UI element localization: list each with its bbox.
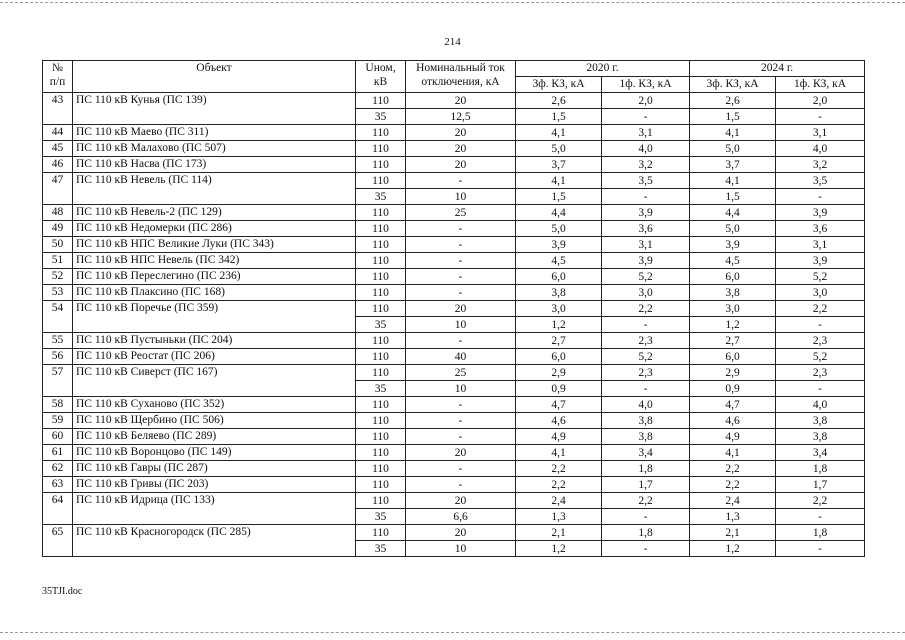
cell-unom: 110 bbox=[356, 397, 406, 413]
cell-2020-1f: 3,2 bbox=[602, 157, 690, 173]
cell-2020-3f: 2,1 bbox=[516, 525, 602, 541]
cell-2020-3f: 4,4 bbox=[516, 205, 602, 221]
cell-2024-3f: 3,0 bbox=[690, 301, 776, 317]
cell-row-number: 48 bbox=[43, 205, 73, 221]
cell-object-name: ПС 110 кВ Малахово (ПС 507) bbox=[73, 141, 356, 157]
table-row bbox=[43, 205, 865, 221]
table-row bbox=[43, 301, 865, 317]
table-row bbox=[43, 125, 865, 141]
scan-top-edge bbox=[0, 2, 905, 3]
table-row bbox=[43, 253, 865, 269]
cell-unom: 110 bbox=[356, 365, 406, 381]
cell-unom: 110 bbox=[356, 285, 406, 301]
cell-object-name: ПС 110 кВ Переслегино (ПС 236) bbox=[73, 269, 356, 285]
cell-rated-current: - bbox=[406, 253, 516, 269]
cell-2020-1f: 1,7 bbox=[602, 477, 690, 493]
cell-2024-3f: 2,4 bbox=[690, 493, 776, 509]
header-unom-line1: Uном, bbox=[365, 62, 396, 74]
header-unom-line2: кВ bbox=[373, 76, 388, 88]
cell-row-number: 53 bbox=[43, 285, 73, 301]
cell-rated-current: 10 bbox=[406, 541, 516, 557]
cell-2020-3f: 2,7 bbox=[516, 333, 602, 349]
cell-row-number: 44 bbox=[43, 125, 73, 141]
cell-2024-3f: 1,3 bbox=[690, 509, 776, 525]
cell-rated-current: 10 bbox=[406, 381, 516, 397]
cell-2020-3f: 1,5 bbox=[516, 109, 602, 125]
table-row bbox=[43, 349, 865, 365]
cell-unom: 35 bbox=[356, 541, 406, 557]
cell-2020-3f: 3,7 bbox=[516, 157, 602, 173]
header-unom bbox=[356, 61, 406, 93]
cell-2024-3f: 2,9 bbox=[690, 365, 776, 381]
page-number: 214 bbox=[444, 36, 461, 48]
table-row bbox=[43, 461, 865, 477]
cell-unom: 110 bbox=[356, 237, 406, 253]
file-name-footer: 35TJI.doc bbox=[42, 586, 83, 597]
cell-2024-3f: 1,5 bbox=[690, 109, 776, 125]
cell-2020-1f: 4,0 bbox=[602, 141, 690, 157]
table-row bbox=[43, 429, 865, 445]
cell-row-number: 52 bbox=[43, 269, 73, 285]
cell-2024-1f: 2,0 bbox=[776, 93, 865, 109]
cell-2024-1f: 3,9 bbox=[776, 253, 865, 269]
cell-2024-3f: 3,7 bbox=[690, 157, 776, 173]
cell-2024-3f: 1,5 bbox=[690, 189, 776, 205]
cell-rated-current: 20 bbox=[406, 493, 516, 509]
cell-2020-1f: - bbox=[602, 381, 690, 397]
cell-2020-1f: 2,3 bbox=[602, 333, 690, 349]
cell-2024-3f: 4,9 bbox=[690, 429, 776, 445]
cell-unom: 110 bbox=[356, 477, 406, 493]
table-body bbox=[43, 93, 865, 557]
cell-2024-3f: 3,8 bbox=[690, 285, 776, 301]
cell-rated-current: 10 bbox=[406, 189, 516, 205]
cell-2024-1f: 5,2 bbox=[776, 349, 865, 365]
cell-object-name: ПС 110 кВ Воронцово (ПС 149) bbox=[73, 445, 356, 461]
cell-row-number: 62 bbox=[43, 461, 73, 477]
cell-2024-1f: - bbox=[776, 381, 865, 397]
cell-rated-current: - bbox=[406, 397, 516, 413]
cell-row-number: 63 bbox=[43, 477, 73, 493]
cell-object-name: ПС 110 кВ Недомерки (ПС 286) bbox=[73, 221, 356, 237]
header-rated-current bbox=[406, 61, 516, 93]
cell-2020-1f: - bbox=[602, 109, 690, 125]
cell-2024-1f: 5,2 bbox=[776, 269, 865, 285]
header-row-1 bbox=[43, 61, 865, 77]
cell-unom: 110 bbox=[356, 493, 406, 509]
cell-object-name: ПС 110 кВ Маево (ПС 311) bbox=[73, 125, 356, 141]
cell-2020-3f: 4,6 bbox=[516, 413, 602, 429]
cell-2024-1f: 3,4 bbox=[776, 445, 865, 461]
cell-2024-3f: 4,4 bbox=[690, 205, 776, 221]
cell-row-number: 57 bbox=[43, 365, 73, 397]
cell-rated-current: - bbox=[406, 173, 516, 189]
cell-2024-3f: 6,0 bbox=[690, 349, 776, 365]
cell-2020-3f: 4,9 bbox=[516, 429, 602, 445]
cell-2020-3f: 1,2 bbox=[516, 541, 602, 557]
cell-2020-3f: 0,9 bbox=[516, 381, 602, 397]
table-row bbox=[43, 157, 865, 173]
cell-unom: 110 bbox=[356, 141, 406, 157]
cell-2020-1f: 2,3 bbox=[602, 365, 690, 381]
cell-rated-current: - bbox=[406, 429, 516, 445]
cell-object-name: ПС 110 кВ Плаксино (ПС 168) bbox=[73, 285, 356, 301]
cell-2020-3f: 2,9 bbox=[516, 365, 602, 381]
cell-rated-current: 25 bbox=[406, 365, 516, 381]
cell-2024-1f: 4,0 bbox=[776, 397, 865, 413]
cell-unom: 110 bbox=[356, 205, 406, 221]
cell-2020-1f: 3,0 bbox=[602, 285, 690, 301]
cell-2024-1f: 3,1 bbox=[776, 125, 865, 141]
cell-rated-current: - bbox=[406, 269, 516, 285]
header-current-line1: Номинальный ток bbox=[416, 62, 505, 74]
cell-2020-3f: 4,1 bbox=[516, 125, 602, 141]
cell-2020-1f: 3,1 bbox=[602, 125, 690, 141]
header-num-line1: № bbox=[52, 62, 63, 74]
cell-row-number: 43 bbox=[43, 93, 73, 125]
cell-2020-3f: 3,0 bbox=[516, 301, 602, 317]
cell-object-name: ПС 110 кВ Поречье (ПС 359) bbox=[73, 301, 356, 333]
cell-2024-1f: 3,2 bbox=[776, 157, 865, 173]
cell-2020-3f: 6,0 bbox=[516, 349, 602, 365]
cell-2020-1f: 1,8 bbox=[602, 525, 690, 541]
cell-2024-3f: 2,7 bbox=[690, 333, 776, 349]
cell-unom: 110 bbox=[356, 349, 406, 365]
cell-unom: 35 bbox=[356, 317, 406, 333]
cell-object-name: ПС 110 кВ Гавры (ПС 287) bbox=[73, 461, 356, 477]
table-row bbox=[43, 93, 865, 109]
cell-object-name: ПС 110 кВ Щербино (ПС 506) bbox=[73, 413, 356, 429]
cell-2020-1f: 3,4 bbox=[602, 445, 690, 461]
cell-rated-current: 20 bbox=[406, 141, 516, 157]
cell-2024-3f: 6,0 bbox=[690, 269, 776, 285]
cell-2020-1f: 2,2 bbox=[602, 301, 690, 317]
cell-2024-3f: 4,1 bbox=[690, 125, 776, 141]
cell-2024-3f: 2,2 bbox=[690, 477, 776, 493]
cell-2024-3f: 4,1 bbox=[690, 173, 776, 189]
cell-unom: 110 bbox=[356, 301, 406, 317]
table-row bbox=[43, 445, 865, 461]
cell-2024-1f: 3,9 bbox=[776, 205, 865, 221]
header-object: Объект bbox=[73, 61, 356, 93]
cell-rated-current: 25 bbox=[406, 205, 516, 221]
cell-object-name: ПС 110 кВ Беляево (ПС 289) bbox=[73, 429, 356, 445]
cell-row-number: 49 bbox=[43, 221, 73, 237]
cell-object-name: ПС 110 кВ Суханово (ПС 352) bbox=[73, 397, 356, 413]
cell-object-name: ПС 110 кВ НПС Великие Луки (ПС 343) bbox=[73, 237, 356, 253]
cell-rated-current: 20 bbox=[406, 125, 516, 141]
cell-unom: 110 bbox=[356, 253, 406, 269]
cell-2020-1f: 3,8 bbox=[602, 429, 690, 445]
cell-2024-1f: 1,8 bbox=[776, 525, 865, 541]
table-row bbox=[43, 221, 865, 237]
header-current-line2: отключения, кА bbox=[421, 76, 500, 88]
cell-row-number: 54 bbox=[43, 301, 73, 333]
cell-2024-3f: 1,2 bbox=[690, 541, 776, 557]
table-row bbox=[43, 397, 865, 413]
cell-unom: 110 bbox=[356, 157, 406, 173]
table-row bbox=[43, 141, 865, 157]
cell-row-number: 47 bbox=[43, 173, 73, 205]
cell-2024-3f: 2,2 bbox=[690, 461, 776, 477]
cell-rated-current: - bbox=[406, 285, 516, 301]
cell-2020-3f: 1,3 bbox=[516, 509, 602, 525]
cell-2020-3f: 5,0 bbox=[516, 221, 602, 237]
cell-2020-3f: 4,5 bbox=[516, 253, 602, 269]
cell-rated-current: - bbox=[406, 461, 516, 477]
table-row bbox=[43, 333, 865, 349]
cell-2020-1f: 3,8 bbox=[602, 413, 690, 429]
cell-2024-1f: 3,6 bbox=[776, 221, 865, 237]
cell-unom: 110 bbox=[356, 525, 406, 541]
cell-row-number: 45 bbox=[43, 141, 73, 157]
cell-2020-1f: 3,6 bbox=[602, 221, 690, 237]
cell-unom: 110 bbox=[356, 173, 406, 189]
cell-rated-current: 20 bbox=[406, 157, 516, 173]
cell-2024-1f: 2,3 bbox=[776, 333, 865, 349]
cell-unom: 35 bbox=[356, 381, 406, 397]
cell-2024-3f: 0,9 bbox=[690, 381, 776, 397]
cell-rated-current: 20 bbox=[406, 445, 516, 461]
cell-2020-1f: 2,2 bbox=[602, 493, 690, 509]
table-row bbox=[43, 237, 865, 253]
cell-unom: 110 bbox=[356, 445, 406, 461]
table-row bbox=[43, 365, 865, 381]
cell-rated-current: 10 bbox=[406, 317, 516, 333]
table-row bbox=[43, 173, 865, 189]
header-num bbox=[43, 61, 73, 93]
cell-object-name: ПС 110 кВ Реостат (ПС 206) bbox=[73, 349, 356, 365]
cell-2020-1f: 5,2 bbox=[602, 269, 690, 285]
cell-2020-1f: 5,2 bbox=[602, 349, 690, 365]
cell-row-number: 64 bbox=[43, 493, 73, 525]
table-row bbox=[43, 285, 865, 301]
cell-object-name: ПС 110 кВ НПС Невель (ПС 342) bbox=[73, 253, 356, 269]
cell-2020-3f: 2,2 bbox=[516, 461, 602, 477]
short-circuit-table bbox=[42, 60, 865, 557]
header-2024-1f: 1ф. КЗ, кА bbox=[776, 77, 865, 93]
cell-2020-3f: 6,0 bbox=[516, 269, 602, 285]
header-num-line2: п/п bbox=[49, 76, 66, 88]
cell-row-number: 50 bbox=[43, 237, 73, 253]
cell-object-name: ПС 110 кВ Гривы (ПС 203) bbox=[73, 477, 356, 493]
cell-2020-3f: 1,5 bbox=[516, 189, 602, 205]
cell-2024-1f: 1,8 bbox=[776, 461, 865, 477]
cell-rated-current: - bbox=[406, 333, 516, 349]
cell-unom: 110 bbox=[356, 125, 406, 141]
cell-2024-1f: - bbox=[776, 189, 865, 205]
cell-unom: 110 bbox=[356, 333, 406, 349]
cell-rated-current: 20 bbox=[406, 93, 516, 109]
cell-2020-3f: 4,1 bbox=[516, 173, 602, 189]
cell-2024-1f: 3,1 bbox=[776, 237, 865, 253]
cell-row-number: 61 bbox=[43, 445, 73, 461]
table-row bbox=[43, 493, 865, 509]
header-year-2020: 2020 г. bbox=[516, 61, 690, 77]
cell-2020-1f: 3,9 bbox=[602, 253, 690, 269]
cell-row-number: 46 bbox=[43, 157, 73, 173]
cell-2024-3f: 2,1 bbox=[690, 525, 776, 541]
scan-bottom-edge bbox=[0, 632, 905, 633]
cell-2024-3f: 4,7 bbox=[690, 397, 776, 413]
cell-object-name: ПС 110 кВ Красногородск (ПС 285) bbox=[73, 525, 356, 557]
cell-2020-3f: 3,9 bbox=[516, 237, 602, 253]
cell-2024-3f: 4,6 bbox=[690, 413, 776, 429]
cell-2020-1f: - bbox=[602, 541, 690, 557]
cell-object-name: ПС 110 кВ Насва (ПС 173) bbox=[73, 157, 356, 173]
cell-2020-1f: 4,0 bbox=[602, 397, 690, 413]
cell-row-number: 51 bbox=[43, 253, 73, 269]
cell-unom: 110 bbox=[356, 221, 406, 237]
cell-2020-3f: 2,6 bbox=[516, 93, 602, 109]
cell-2020-1f: 1,8 bbox=[602, 461, 690, 477]
cell-unom: 110 bbox=[356, 93, 406, 109]
header-2020-3f: 3ф. КЗ, кА bbox=[516, 77, 602, 93]
cell-2024-3f: 4,5 bbox=[690, 253, 776, 269]
cell-row-number: 65 bbox=[43, 525, 73, 557]
cell-unom: 35 bbox=[356, 509, 406, 525]
cell-object-name: ПС 110 кВ Идрица (ПС 133) bbox=[73, 493, 356, 525]
cell-2024-3f: 2,6 bbox=[690, 93, 776, 109]
cell-2024-1f: - bbox=[776, 317, 865, 333]
cell-rated-current: - bbox=[406, 413, 516, 429]
cell-object-name: ПС 110 кВ Кунья (ПС 139) bbox=[73, 93, 356, 125]
table-row bbox=[43, 269, 865, 285]
cell-rated-current: 20 bbox=[406, 525, 516, 541]
cell-2020-1f: - bbox=[602, 317, 690, 333]
cell-rated-current: 12,5 bbox=[406, 109, 516, 125]
cell-2020-1f: 3,9 bbox=[602, 205, 690, 221]
cell-rated-current: - bbox=[406, 477, 516, 493]
cell-2020-3f: 2,2 bbox=[516, 477, 602, 493]
cell-2024-1f: 3,0 bbox=[776, 285, 865, 301]
cell-2024-1f: 2,2 bbox=[776, 493, 865, 509]
cell-2024-3f: 1,2 bbox=[690, 317, 776, 333]
cell-2020-1f: - bbox=[602, 509, 690, 525]
cell-unom: 110 bbox=[356, 269, 406, 285]
cell-rated-current: 20 bbox=[406, 301, 516, 317]
cell-rated-current: 6,6 bbox=[406, 509, 516, 525]
table-row bbox=[43, 525, 865, 541]
cell-2024-1f: 2,3 bbox=[776, 365, 865, 381]
cell-2024-3f: 3,9 bbox=[690, 237, 776, 253]
cell-object-name: ПС 110 кВ Сиверст (ПС 167) bbox=[73, 365, 356, 397]
cell-2020-1f: 2,0 bbox=[602, 93, 690, 109]
cell-unom: 110 bbox=[356, 413, 406, 429]
cell-2020-3f: 4,1 bbox=[516, 445, 602, 461]
cell-object-name: ПС 110 кВ Невель (ПС 114) bbox=[73, 173, 356, 205]
cell-2024-3f: 5,0 bbox=[690, 141, 776, 157]
header-2020-1f: 1ф. КЗ, кА bbox=[602, 77, 690, 93]
cell-2020-1f: 3,5 bbox=[602, 173, 690, 189]
cell-2024-3f: 5,0 bbox=[690, 221, 776, 237]
cell-row-number: 55 bbox=[43, 333, 73, 349]
cell-object-name: ПС 110 кВ Невель-2 (ПС 129) bbox=[73, 205, 356, 221]
cell-row-number: 58 bbox=[43, 397, 73, 413]
header-year-2024: 2024 г. bbox=[690, 61, 865, 77]
cell-2020-1f: 3,1 bbox=[602, 237, 690, 253]
cell-2024-1f: 3,8 bbox=[776, 429, 865, 445]
cell-rated-current: 40 bbox=[406, 349, 516, 365]
cell-2024-1f: - bbox=[776, 509, 865, 525]
cell-2020-3f: 3,8 bbox=[516, 285, 602, 301]
cell-unom: 110 bbox=[356, 429, 406, 445]
cell-2020-3f: 1,2 bbox=[516, 317, 602, 333]
table-row bbox=[43, 413, 865, 429]
cell-row-number: 60 bbox=[43, 429, 73, 445]
cell-object-name: ПС 110 кВ Пустыньки (ПС 204) bbox=[73, 333, 356, 349]
header-2024-3f: 3ф. КЗ, кА bbox=[690, 77, 776, 93]
cell-2024-1f: 1,7 bbox=[776, 477, 865, 493]
cell-2024-1f: - bbox=[776, 541, 865, 557]
cell-2024-1f: 2,2 bbox=[776, 301, 865, 317]
cell-2024-1f: 3,5 bbox=[776, 173, 865, 189]
cell-row-number: 59 bbox=[43, 413, 73, 429]
cell-2024-1f: 4,0 bbox=[776, 141, 865, 157]
cell-unom: 35 bbox=[356, 109, 406, 125]
table-row bbox=[43, 477, 865, 493]
cell-rated-current: - bbox=[406, 221, 516, 237]
cell-2020-1f: - bbox=[602, 189, 690, 205]
cell-2020-3f: 2,4 bbox=[516, 493, 602, 509]
cell-rated-current: - bbox=[406, 237, 516, 253]
cell-unom: 110 bbox=[356, 461, 406, 477]
cell-2024-3f: 4,1 bbox=[690, 445, 776, 461]
cell-2024-1f: 3,8 bbox=[776, 413, 865, 429]
cell-row-number: 56 bbox=[43, 349, 73, 365]
cell-2020-3f: 5,0 bbox=[516, 141, 602, 157]
cell-2024-1f: - bbox=[776, 109, 865, 125]
cell-2020-3f: 4,7 bbox=[516, 397, 602, 413]
cell-unom: 35 bbox=[356, 189, 406, 205]
